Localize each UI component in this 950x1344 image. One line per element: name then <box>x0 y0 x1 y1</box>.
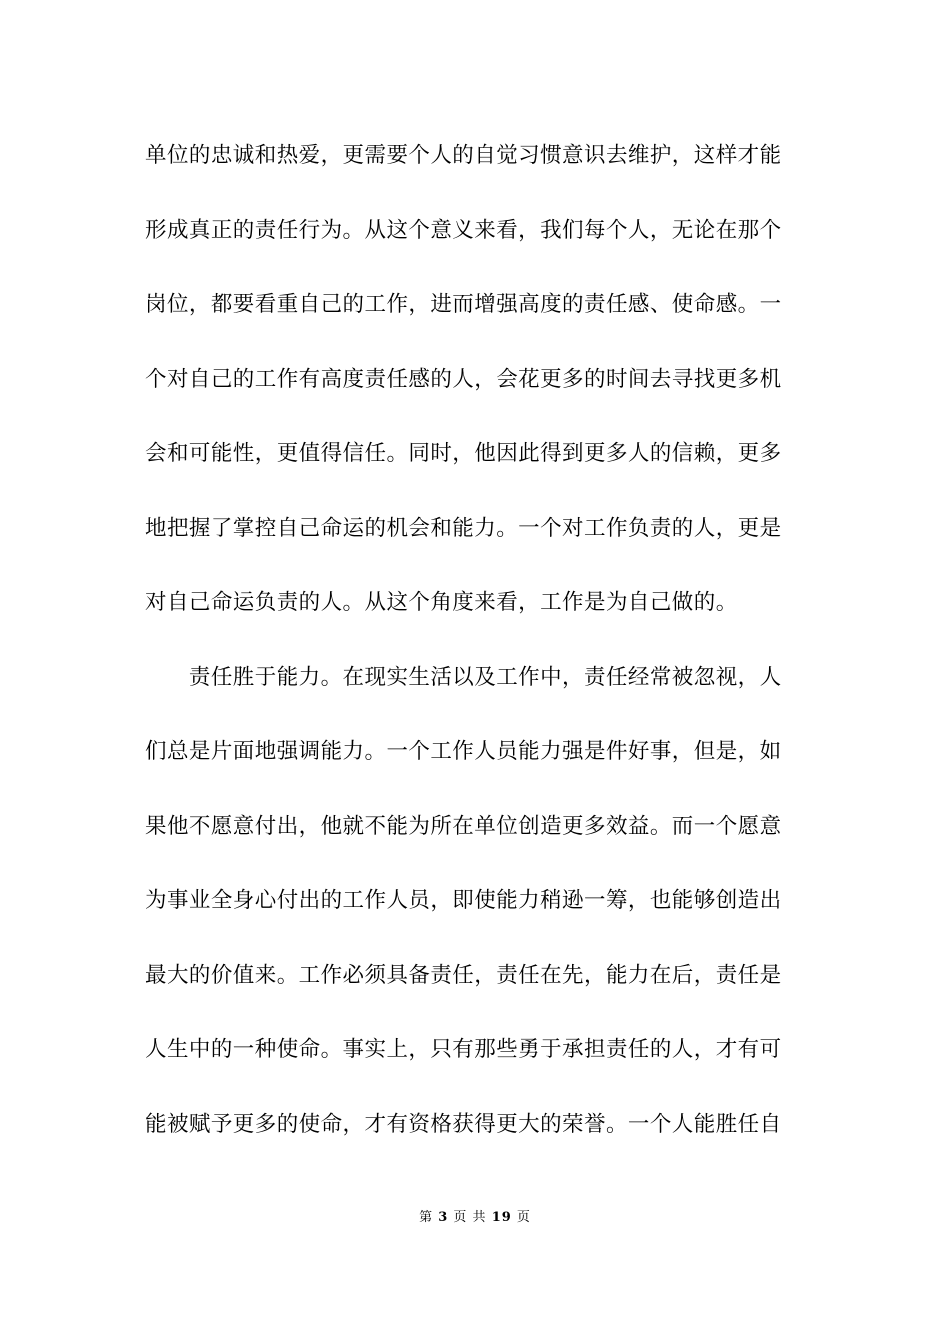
text-line: 对自己命运负责的人。从这个角度来看，工作是为自己做的。 <box>145 590 738 615</box>
text-line: 个对自己的工作有高度责任感的人，会花更多的时间去寻找更多机 <box>145 366 782 392</box>
total-pages-number: 19 <box>491 1210 512 1225</box>
text-line: 单位的忠诚和热爱，更需要个人的自觉习惯意识去维护，这样才能 <box>145 143 782 168</box>
page-footer <box>0 1206 950 1225</box>
text-line: 能被赋予更多的使命，才有资格获得更大的荣誉。一个人能胜任自 <box>145 1111 782 1137</box>
footer-prefix: 第 <box>419 1210 434 1225</box>
text-line: 为事业全身心付出的工作人员，即使能力稍逊一筹，也能够创造出 <box>145 888 782 913</box>
footer-suffix: 页 <box>516 1210 531 1225</box>
footer-middle: 页 共 <box>453 1210 487 1225</box>
text-line: 果他不愿意付出，他就不能为所在单位创造更多效益。而一个愿意 <box>145 813 782 839</box>
text-line: 会和可能性，更值得信任。同时，他因此得到更多人的信赖，更多 <box>145 441 782 466</box>
text-line: 责任胜于能力。在现实生活以及工作中，责任经常被忽视，人 <box>145 664 782 690</box>
current-page-number: 3 <box>438 1210 449 1225</box>
text-line: 们总是片面地强调能力。一个工作人员能力强是件好事，但是，如 <box>145 739 782 764</box>
text-line: 岗位，都要看重自己的工作，进而增强高度的责任感、使命感。一 <box>145 292 782 317</box>
text-line: 最大的价值来。工作必须具备责任，责任在先，能力在后，责任是 <box>145 962 782 988</box>
text-line: 地把握了掌控自己命运的机会和能力。一个对工作负责的人，更是 <box>145 515 782 541</box>
text-line: 形成真正的责任行为。从这个意义来看，我们每个人，无论在那个 <box>145 217 782 243</box>
body-text <box>145 136 810 1179</box>
text-line: 人生中的一种使命。事实上，只有那些勇于承担责任的人，才有可 <box>145 1037 782 1062</box>
